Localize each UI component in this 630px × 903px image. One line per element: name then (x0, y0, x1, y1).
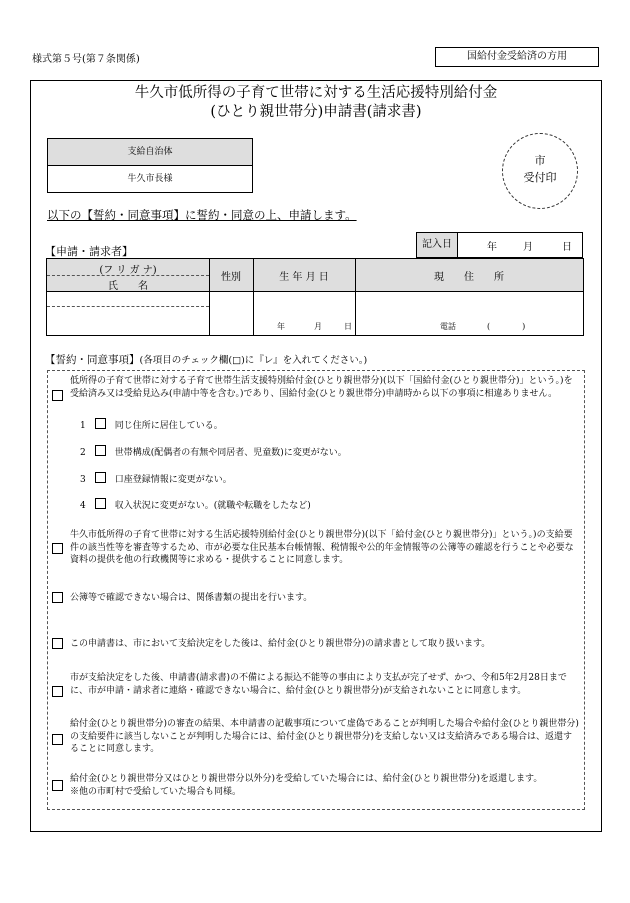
agreement-item-7-text: 給付金(ひとり親世帯分又はひとり親世帯分以外分)を受給していた場合には、給付金(ひとり親世帯分)を返還します。 (70, 774, 543, 784)
subitem-1-number: 1 (80, 421, 86, 431)
subitem-4-number: 4 (80, 501, 86, 511)
authority-header: 支給自治体 (48, 139, 252, 166)
sex-header: 性別 (221, 272, 241, 283)
name-header: 氏 名 (108, 281, 148, 292)
subitem-3-checkbox[interactable] (95, 472, 106, 483)
agreement-checkbox-2[interactable] (52, 543, 63, 554)
agreement-item-7-note: ※他の市町村で受給していた場合も同様。 (70, 786, 242, 797)
form-number: 様式第５号(第７条関係) (32, 54, 140, 65)
authority-box (47, 138, 253, 193)
subitem-2-number: 2 (80, 448, 86, 458)
subitem-1-text: 同じ住所に居住している。 (114, 421, 223, 431)
subitem-4-text: 収入状況に変更がない。(就職や転職をしたなど) (114, 501, 311, 511)
agreement-item-1: 低所得の子育て世帯に対する子育て世帯生活支援特別給付金(ひとり親世帯分)(以下「国給付金(ひとり親世帯分)」という。)を受給済み又は受給見込み(申請中等を含む。)であり、国給付金(ひとり親世帯分)申請時から以下の事項に相違ありません。 (70, 376, 573, 399)
entry-year-label: 年 (487, 242, 497, 253)
agreement-item-7 (70, 773, 580, 798)
address-header: 現 住 所 (434, 272, 504, 283)
birth-day-label: 日 (344, 322, 352, 331)
pledge-line: 以下の【誓約・同意事項】に誓約・同意の上、申請します。 (47, 208, 357, 222)
agreement-checkbox-6[interactable] (52, 734, 63, 745)
entry-month-label: 月 (523, 242, 533, 253)
applicant-table (46, 258, 584, 336)
agreement-checkbox-4[interactable] (52, 638, 63, 649)
subitem-3-text: 口座登録情報に変更がない。 (114, 475, 232, 485)
entry-day-label: 日 (562, 242, 572, 253)
subitem-2 (80, 445, 347, 458)
birth-month-label: 月 (314, 322, 322, 331)
stamp-city: 市 (534, 154, 546, 167)
agreement-item-3: 公簿等で確認できない場合は、関係書類の提出を行います。 (70, 593, 313, 603)
furigana-header: (フ リ ガ ナ) (99, 265, 157, 276)
phone-label: 電話 (440, 322, 456, 331)
stamp-label: 受付印 (523, 171, 557, 184)
agreement-checkbox-5[interactable] (52, 686, 63, 697)
agreement-checkbox-3[interactable] (52, 592, 63, 603)
subitem-3-number: 3 (80, 475, 86, 485)
agreement-item-4: この申請書は、市において支給決定をした後は、給付金(ひとり親世帯分)の請求書として取り扱います。 (70, 639, 491, 649)
subitem-4 (80, 498, 311, 511)
form-title (30, 84, 602, 122)
subitem-2-text: 世帯構成(配偶者の有無や同居者、児童数)に変更がない。 (114, 448, 347, 458)
agreement-title: 【誓約・同意事項】 (45, 354, 140, 366)
agreement-item-2: 牛久市低所得の子育て世帯に対する生活応援特別給付金(ひとり親世帯分)(以下「給付金(ひとり親世帯分)」という。)の支給要件の該当性等を審査等するため、市が必要な住民基本台帳情報、税情報や公的年金情報等の公簿等の確認を行うことや必要な資料の提供を他の行政機関等に求める・提供することに同意します。 (70, 530, 574, 565)
subitem-1-checkbox[interactable] (95, 418, 106, 429)
birthdate-header: 生 年 月 日 (279, 272, 329, 283)
agreement-item-6: 給付金(ひとり親世帯分)の審査の結果、本申請書の記載事項について虚偽であることが判明した場合や給付金(ひとり親世帯分)の支給要件に該当しないことが判明した場合には、給付金(ひとり親世帯分)を支給しない又は支給済みである場合は、返還することに同意します。 (70, 719, 579, 754)
subitem-1 (80, 418, 223, 431)
phone-parentheses: ( ) (487, 322, 526, 331)
applicant-section-title: 【申請・請求者】 (45, 245, 133, 258)
agreement-checkbox-1[interactable] (52, 390, 63, 401)
entry-date-box (416, 232, 583, 258)
reception-stamp (502, 133, 578, 209)
title-line-1: 牛久市低所得の子育て世帯に対する生活応援特別給付金 (134, 85, 498, 101)
subitem-4-checkbox[interactable] (95, 498, 106, 509)
agreement-item-5: 市が支給決定をした後、申請書(請求書)の不備による振込不能等の事由により支払が完了せず、かつ、令和5年2月28日までに、市が申請・請求者に連絡・確認できない場合に、給付金(ひとり親世帯分)が支給されないことに同意します。 (70, 673, 567, 696)
name-row-divider (47, 306, 209, 307)
authority-name: 牛久市長様 (127, 174, 173, 184)
entry-date-label: 記入日 (417, 233, 458, 257)
title-line-2: (ひとり親世帯分)申請書(請求書) (210, 104, 422, 120)
agreement-instruction: (各項目のチェック欄(□)に『レ』を入れてください。) (139, 355, 368, 366)
agreement-heading (45, 352, 367, 367)
subitem-3 (80, 472, 232, 485)
subitem-2-checkbox[interactable] (95, 445, 106, 456)
agreement-checkbox-7[interactable] (52, 780, 63, 791)
furigana-divider (47, 275, 209, 276)
birth-year-label: 年 (277, 322, 285, 331)
recipient-note-box: 国給付金受給済の方用 (435, 47, 599, 67)
